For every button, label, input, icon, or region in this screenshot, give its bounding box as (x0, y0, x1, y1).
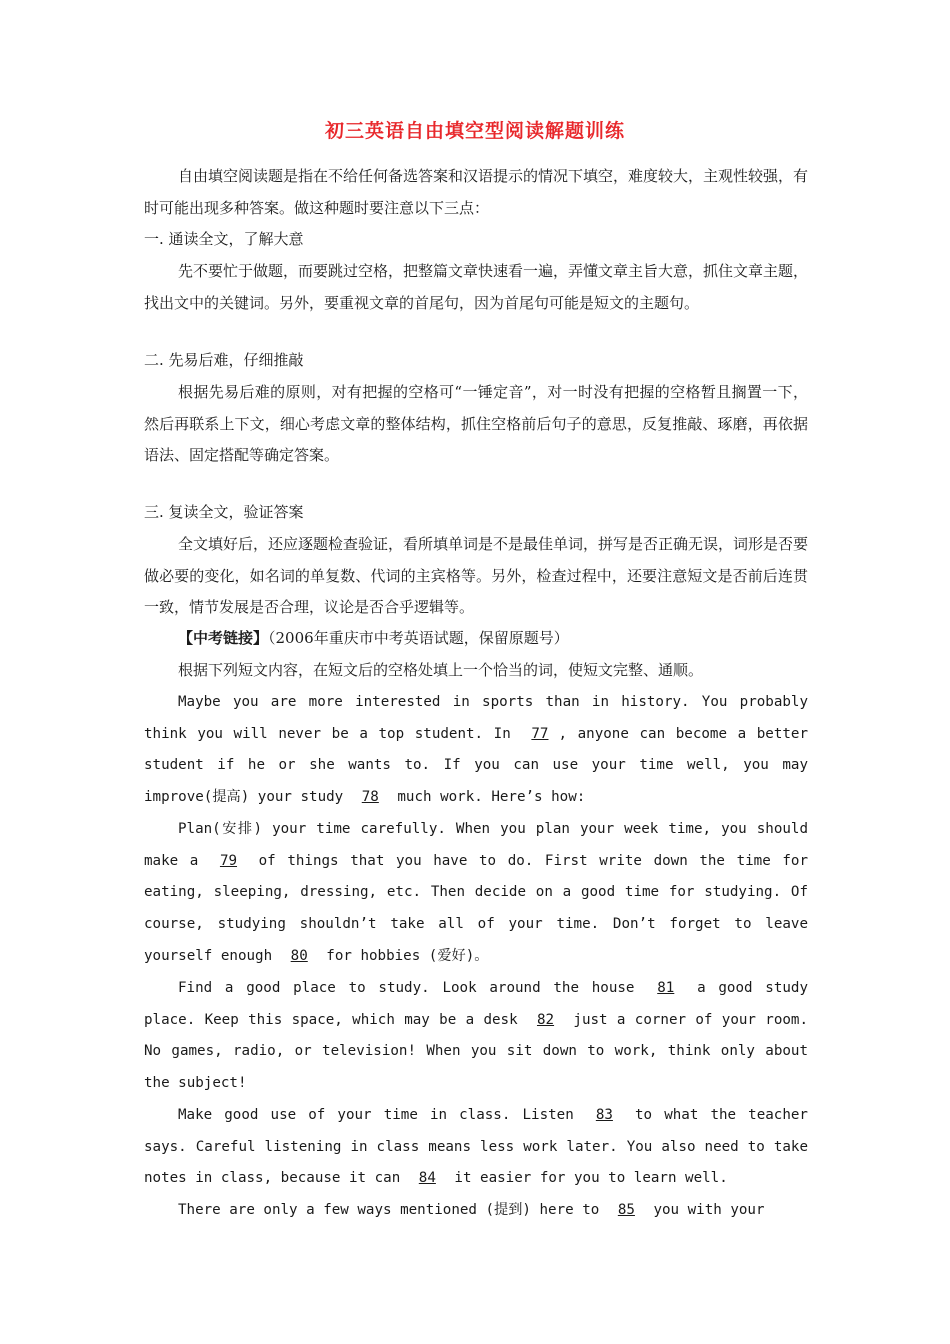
passage-text: much work. Here’s how: (388, 789, 586, 806)
passage-paragraph-2 (144, 814, 808, 973)
passage-text: Find a good place to study. Look around the house (178, 980, 648, 996)
passage-paragraph-4 (144, 1100, 808, 1195)
blank-78: 78 (361, 789, 379, 806)
exam-link-source: （2006年重庆市中考英语试题，保留原题号） (268, 629, 569, 647)
passage-text: it easier for you to learn well. (445, 1170, 728, 1187)
blank-84: 84 (418, 1170, 436, 1187)
section-2-heading: 二. 先易后难，仔细推敲 (144, 351, 304, 369)
passage-paragraph-3 (144, 973, 808, 1100)
blank-85: 85 (617, 1202, 635, 1218)
passage-text: There are only a few ways mentioned (提到) here to (178, 1202, 608, 1218)
section-1-body: 先不要忙于做题，而要跳过空格，把整篇文章快速看一遍，弄懂文章主旨大意，抓住文章主题，找出文中的关键词。另外，要重视文章的首尾句，因为首尾句可能是短文的主题句。 (144, 262, 809, 312)
passage-paragraph-5 (144, 1195, 808, 1227)
exam-link-tag: 【中考链接】 (178, 629, 269, 647)
passage-paragraph-1 (144, 687, 808, 814)
passage-text: to what the teacher says. Careful listening in class means less work later. You also need to take notes in class, because it can (144, 1107, 808, 1187)
section-3-body: 全文填好后，还应逐题检查验证，看所填单词是不是最佳单词，拼写是否正确无误，词形是否要做必要的变化，如名词的单复数、代词的主宾格等。另外，检查过程中，还要注意短文是否前后连贯一致，情节发展是否合理，议论是否合乎逻辑等。 (144, 535, 809, 616)
instruction-line: 根据下列短文内容，在短文后的空格处填上一个恰当的词，使短文完整、通顺。 (178, 661, 704, 679)
passage-text: a good study place. Keep this space, which may be a desk (144, 980, 808, 1028)
passage-text: Plan(安排) your time carefully. When you plan your week time, you should make a (144, 821, 808, 869)
blank-77: 77 (531, 725, 549, 742)
blank-81: 81 (657, 980, 675, 996)
section-2-body: 根据先易后难的原则，对有把握的空格可“一锤定音”，对一时没有把握的空格暂且搁置一下，然后再联系上下文，细心考虑文章的整体结构，抓住空格前后句子的意思，反复推敲、琢磨，再依据语法、固定搭配等确定答案。 (144, 383, 808, 464)
passage-text: Make good use of your time in class. Listen (178, 1107, 586, 1123)
blank-79: 79 (219, 852, 238, 869)
document-title: 初三英语自由填空型阅读解题训练 (324, 120, 625, 142)
exam-link-line (144, 623, 808, 655)
section-1-heading: 一. 通读全文，了解大意 (144, 230, 304, 248)
blank-83: 83 (595, 1107, 613, 1123)
passage-text: just a corner of your room. No games, radio, or television! When you sit down to work, think only about the subject! (144, 1011, 808, 1092)
section-3-heading: 三. 复读全文，验证答案 (144, 503, 304, 521)
passage-text: of things that you have to do. First write down the time for eating, sleeping, dressing, etc. Then decide on a good time for studying. Of course, studying shouldn’t take all of your time. Don’t forget to leave yourself enough (144, 852, 808, 964)
blank-80: 80 (290, 947, 308, 964)
passage-text: you with your (644, 1202, 765, 1218)
passage-text: Maybe you are more interested in sports than in history. You probably think you will never be a top student. In (144, 694, 808, 742)
intro-paragraph: 自由填空阅读题是指在不给任何备选答案和汉语提示的情况下填空，难度较大，主观性较强，有时可能出现多种答案。做这种题时要注意以下三点： (144, 167, 809, 217)
passage-text: for hobbies (爱好)。 (317, 947, 489, 964)
blank-82: 82 (536, 1011, 555, 1028)
passage-text: , anyone can become a better student if he or she wants to. If you can use your time well, you may improve(提高) your study (144, 725, 809, 806)
